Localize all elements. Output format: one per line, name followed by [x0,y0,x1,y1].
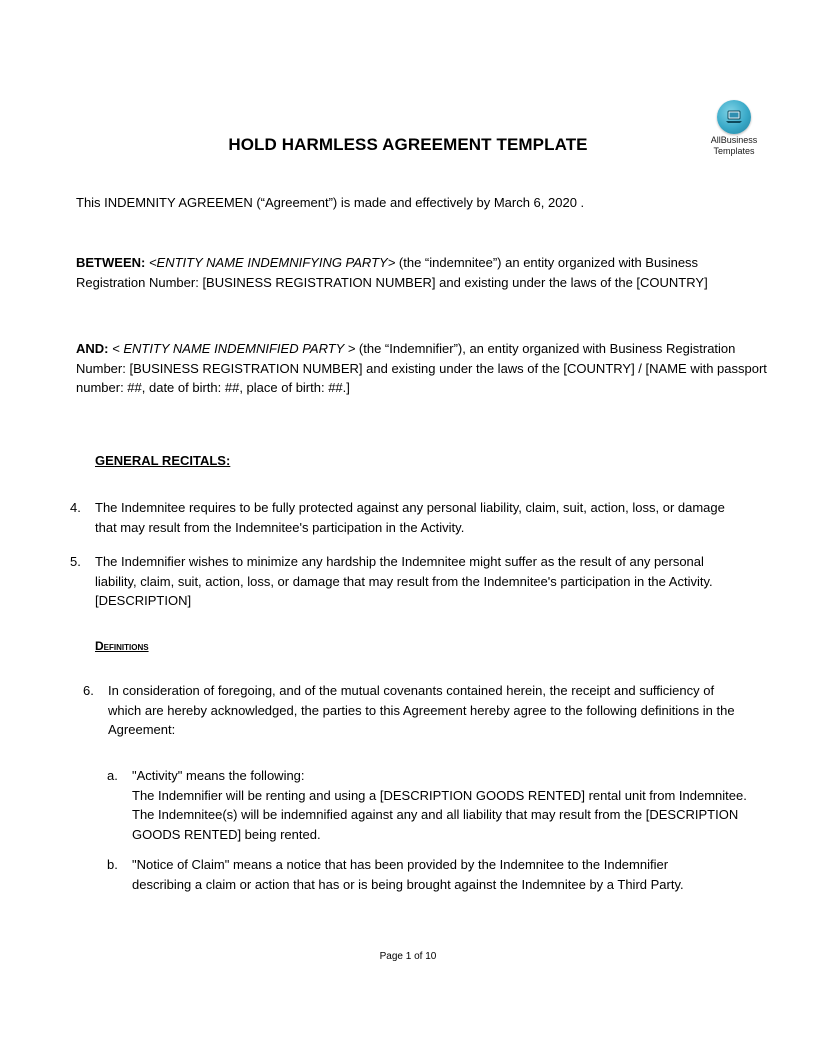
recital-line: The Indemnitee requires to be fully protected against any personal liability, claim, suit, action, loss, or damage [95,500,725,515]
between-paragraph [76,253,776,292]
and-text-line3: number: ##, date of birth: ##, place of birth: ##.] [76,380,350,395]
definitions-heading: Definitions [95,639,149,653]
recital-number: 4. [70,500,81,515]
definition-line: Agreement: [108,722,176,737]
indemnified-party-placeholder: < ENTITY NAME INDEMNIFIED PARTY > [108,341,356,356]
recital-number: 5. [70,554,81,569]
general-recitals-heading: GENERAL RECITALS: [95,453,231,468]
subitem-letter: b. [107,857,118,872]
recital-item [95,498,785,537]
and-label: AND: [76,341,109,356]
and-text-line2: Number: [BUSINESS REGISTRATION NUMBER] and existing under the laws of the [COUNTRY] / [NAME with passport [76,360,767,376]
laptop-icon [717,100,751,134]
subitem-line: "Activity" means the following: [132,768,305,783]
recital-line: The Indemnifier wishes to minimize any hardship the Indemnitee might suffer as the result of any personal [95,554,704,569]
page-number: Page 1 of 10 [379,951,437,962]
subitem-line: The Indemnifier will be renting and using a [DESCRIPTION GOODS RENTED] rental unit from Indemnitee. [132,787,747,803]
and-paragraph [76,339,776,398]
definitions-paragraph [108,681,788,740]
between-text-line2: Registration Number: [BUSINESS REGISTRATION NUMBER] and existing under the laws of the [COUNTRY] [76,274,708,290]
recital-line: [DESCRIPTION] [95,593,192,608]
definition-subitem [132,766,792,844]
definition-line: which are hereby acknowledged, the parties to this Agreement hereby agree to the following definitions in the [108,702,735,718]
recital-item [95,552,785,611]
indemnifying-party-placeholder: <ENTITY NAME INDEMNIFYING PARTY> [148,255,396,270]
subitem-line: "Notice of Claim" means a notice that has been provided by the Indemnitee to the Indemnifier [132,857,669,872]
logo-text-line1: AllBusiness [710,135,758,145]
logo-text-line2: Templates [713,146,755,156]
recital-line: that may result from the Indemnitee's participation in the Activity. [95,519,465,535]
and-text-line1: (the “Indemnifier”), an entity organized with Business Registration [355,341,736,356]
definition-line: In consideration of foregoing, and of the mutual covenants contained herein, the receipt and sufficiency of [108,683,715,698]
recital-line: liability, claim, suit, action, loss, or damage that may result from the Indemnitee's participation in the Activity. [95,573,713,589]
subitem-line: The Indemnitee(s) will be indemnified against any and all liability that may result from the [DESCRIPTION [132,807,739,822]
subitem-line: GOODS RENTED] being rented. [132,826,321,842]
between-text-line1: (the “indemnitee”) an entity organized with Business [395,255,699,270]
subitem-line: describing a claim or action that has or is being brought against the Indemnitee by a Third Party. [132,876,684,892]
intro-paragraph: This INDEMNITY AGREEMEN (“Agreement”) is made and effectively by March 6, 2020 . [76,195,585,210]
document-title: HOLD HARMLESS AGREEMENT TEMPLATE [228,135,588,154]
subitem-letter: a. [107,768,118,783]
definition-number: 6. [83,683,94,698]
definition-subitem [132,855,792,894]
between-label: BETWEEN: [76,255,146,270]
